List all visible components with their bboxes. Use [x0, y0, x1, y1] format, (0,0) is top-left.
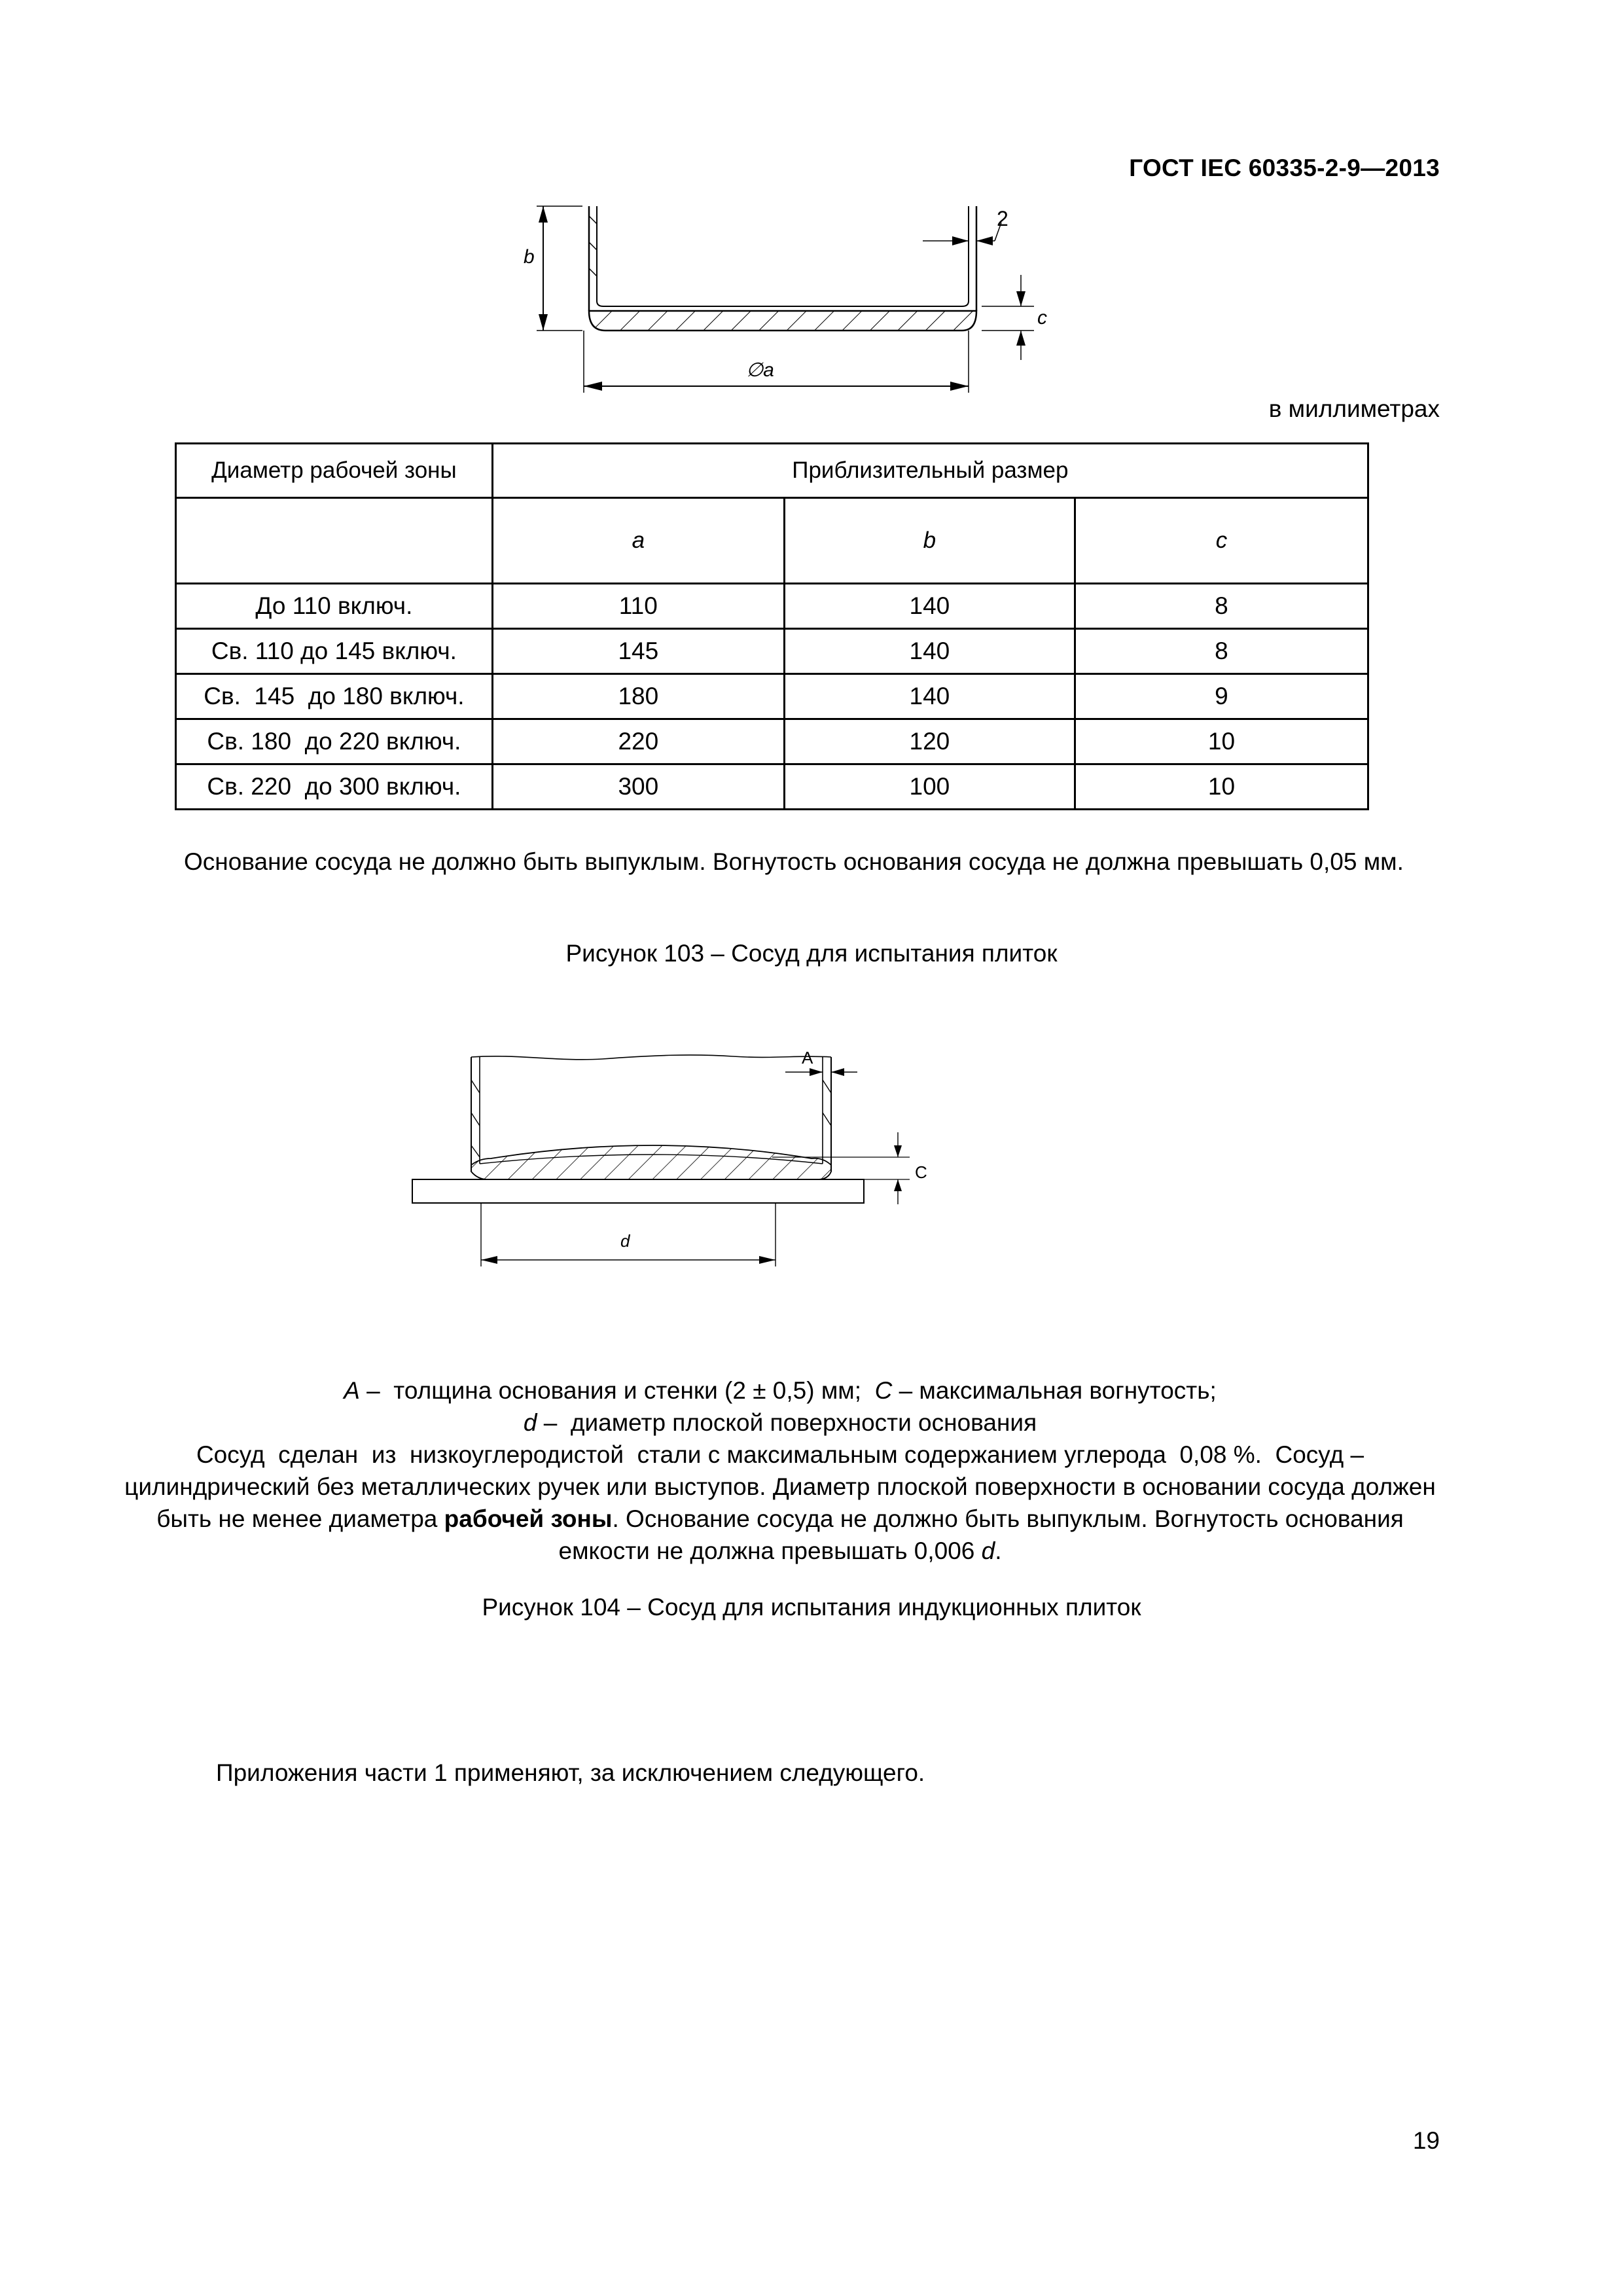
table-cell: 140: [784, 629, 1075, 674]
figure-104-drawing: [406, 1041, 942, 1276]
table-cell: Св. 145 до 180 включ.: [176, 674, 493, 719]
table-cell: 9: [1075, 674, 1368, 719]
dimensions-table: [175, 442, 1369, 810]
table-cell: 8: [1075, 629, 1368, 674]
legend-text-d: – диаметр плоской поверхности основания: [537, 1409, 1037, 1436]
caption-figure-104: Рисунок 104 – Сосуд для испытания индукционных плиток: [482, 1594, 1141, 1621]
col-header-diameter: Диаметр рабочей зоны: [176, 444, 493, 498]
units-note: в миллиметрах: [1268, 395, 1440, 422]
table-row: [176, 629, 1368, 674]
table-row: [176, 764, 1368, 810]
document-header: ГОСТ IEC 60335-2-9—2013: [1129, 154, 1440, 181]
label-A: A: [802, 1048, 813, 1067]
table-cell: Св. 220 до 300 включ.: [176, 764, 493, 810]
table-cell: Св. 180 до 220 включ.: [176, 719, 493, 764]
legend-term-C: C: [874, 1377, 893, 1404]
sub-header-c: c: [1075, 498, 1368, 584]
table-row: [176, 584, 1368, 629]
paragraph2-text-1: Сосуд сделан из низкоуглеродистой стали с максимальным содержанием углерода 0,08 %. Сосуд – цилиндрический без металлических ручек или выступов. Диаметр плоской поверхности в основании сосуда должен быть не менее диаметра: [124, 1441, 1443, 1532]
table-row: [176, 719, 1368, 764]
dimension-A: [785, 1048, 857, 1076]
vessel-outline: [589, 206, 976, 331]
label-2: 2: [997, 207, 1008, 230]
legend-line-1: [116, 1374, 1444, 1407]
table-cell: До 110 включ.: [176, 584, 493, 629]
label-a: ∅a: [746, 359, 774, 381]
table-cell: 140: [784, 674, 1075, 719]
flat-plate: [412, 1179, 864, 1203]
table-cell: 220: [492, 719, 784, 764]
col-header-empty: [176, 498, 493, 584]
paragraph-annexes: Приложения части 1 применяют, за исключением следующего.: [216, 1759, 925, 1786]
legend-text-A: – толщина основания и стенки (2 ± 0,5) мм;: [359, 1377, 875, 1404]
table-cell: 10: [1075, 719, 1368, 764]
table-cell: Св. 110 до 145 включ.: [176, 629, 493, 674]
table-row: [176, 674, 1368, 719]
table-cell: 8: [1075, 584, 1368, 629]
paragraph2-text-3: .: [995, 1537, 1002, 1564]
sub-header-b: b: [784, 498, 1075, 584]
label-c: c: [1037, 307, 1047, 329]
page-number: 19: [1412, 2127, 1440, 2154]
paragraph2-italic-d: d: [981, 1537, 995, 1564]
figure-104-legend: [116, 1374, 1444, 1439]
legend-text-C: – максимальная вогнутость;: [892, 1377, 1217, 1404]
dimension-c: [982, 275, 1047, 360]
legend-term-A: A: [344, 1377, 360, 1404]
paragraph2-text-2: . Основание сосуда не должно быть выпуклым. Вогнутость основания емкости не должна превышать 0,006: [558, 1505, 1404, 1564]
table-cell: 100: [784, 764, 1075, 810]
table-cell: 300: [492, 764, 784, 810]
figure-103-drawing: [510, 190, 1067, 406]
label-C: C: [915, 1162, 927, 1182]
paragraph2-bold-term: рабочей зоны: [444, 1505, 613, 1532]
dimension-wall-2: [923, 207, 1008, 245]
table-cell: 180: [492, 674, 784, 719]
legend-term-d: d: [523, 1409, 537, 1436]
group-header-size: Приблизительный размер: [492, 444, 1368, 498]
paragraph-convexity: Основание сосуда не должно быть выпуклым. Вогнутость основания сосуда не должна превышать 0,05 мм.: [184, 848, 1404, 875]
table-cell: 10: [1075, 764, 1368, 810]
label-d: d: [620, 1231, 630, 1251]
dimension-b: [524, 206, 582, 331]
table-cell: 145: [492, 629, 784, 674]
table-cell: 120: [784, 719, 1075, 764]
table-cell: 140: [784, 584, 1075, 629]
label-b: b: [524, 246, 535, 268]
legend-line-2: [116, 1407, 1444, 1439]
dimension-d: [481, 1203, 776, 1266]
paragraph-vessel-description: [116, 1439, 1444, 1567]
dimension-a: [584, 331, 969, 393]
vessel-outline: [471, 1055, 831, 1179]
table-cell: 110: [492, 584, 784, 629]
sub-header-a: a: [492, 498, 784, 584]
caption-figure-103: Рисунок 103 – Сосуд для испытания плиток: [565, 940, 1058, 967]
